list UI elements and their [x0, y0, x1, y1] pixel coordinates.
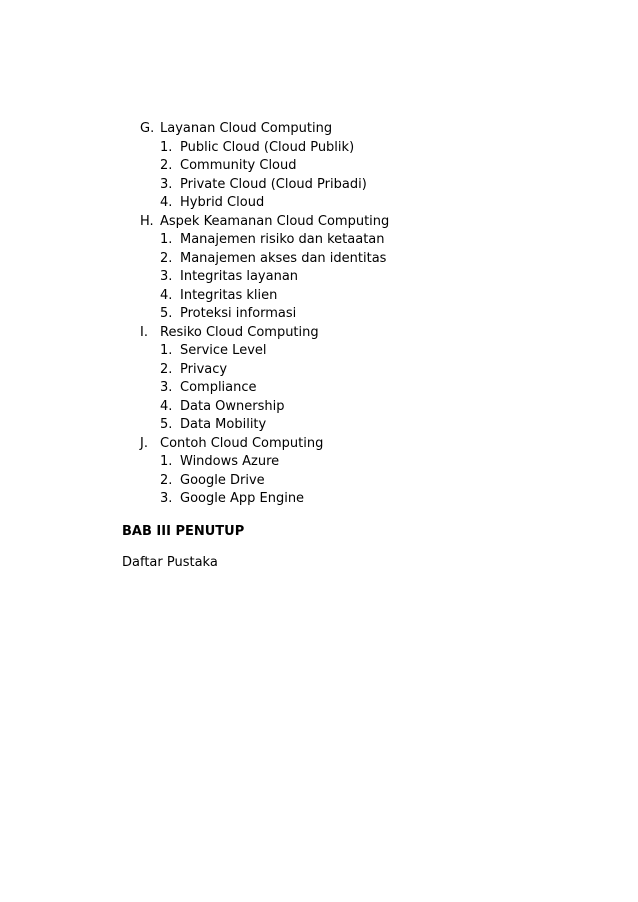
section-title: Layanan Cloud Computing: [160, 121, 333, 136]
item-number: 2.: [160, 472, 173, 488]
toc-item: [0, 250, 638, 269]
item-title: Community Cloud: [180, 158, 297, 173]
item-title: Integritas layanan: [180, 269, 299, 284]
toc-section: [0, 120, 638, 139]
toc-item: [0, 379, 638, 398]
item-number: 1.: [160, 139, 173, 155]
section-letter: G.: [140, 121, 155, 136]
item-number: 4.: [160, 398, 173, 414]
item-number: 1.: [160, 232, 173, 247]
toc-item: [0, 176, 638, 195]
toc-item: [0, 490, 638, 509]
item-number: 3.: [160, 269, 173, 284]
item-number: 3.: [160, 380, 173, 395]
item-number: 4.: [160, 287, 173, 303]
toc-item: [0, 305, 638, 324]
item-number: 1.: [160, 343, 173, 358]
toc-item: [0, 416, 638, 435]
toc-item: [0, 287, 638, 306]
item-title: Data Ownership: [180, 398, 285, 414]
item-number: 3.: [160, 176, 173, 192]
item-number: 2.: [160, 361, 173, 377]
item-title: Private Cloud (Cloud Pribadi): [180, 176, 367, 192]
toc-item: [0, 194, 638, 213]
item-number: 5.: [160, 306, 173, 321]
toc-section: [0, 435, 638, 454]
toc-item: [0, 453, 638, 472]
section-title: Contoh Cloud Computing: [160, 435, 324, 451]
item-title: Compliance: [180, 380, 257, 395]
toc-section: [0, 324, 638, 343]
item-title: Service Level: [180, 343, 267, 358]
section-letter: J.: [140, 435, 148, 451]
bibliography-entry: Daftar Pustaka: [122, 555, 218, 570]
item-title: Manajemen risiko dan ketaatan: [180, 232, 385, 247]
item-number: 5.: [160, 417, 173, 432]
item-number: 2.: [160, 250, 173, 266]
item-number: 1.: [160, 454, 173, 469]
section-letter: I.: [140, 324, 148, 340]
item-title: Google Drive: [180, 472, 265, 488]
toc-section: [0, 213, 638, 232]
item-number: 4.: [160, 195, 173, 210]
toc-item: [0, 398, 638, 417]
item-title: Data Mobility: [180, 417, 267, 432]
item-title: Proteksi informasi: [180, 306, 297, 321]
toc-item: [0, 472, 638, 491]
item-title: Integritas klien: [180, 287, 278, 303]
section-title: Aspek Keamanan Cloud Computing: [160, 213, 390, 229]
item-title: Hybrid Cloud: [180, 195, 265, 210]
toc-item: [0, 157, 638, 176]
section-letter: H.: [140, 213, 154, 229]
section-title: Resiko Cloud Computing: [160, 324, 319, 340]
item-title: Privacy: [180, 361, 228, 377]
chapter-heading: BAB III PENUTUP: [122, 524, 245, 539]
item-number: 2.: [160, 158, 173, 173]
item-title: Manajemen akses dan identitas: [180, 250, 387, 266]
item-title: Google App Engine: [180, 491, 305, 506]
toc-item: [0, 342, 638, 361]
item-number: 3.: [160, 491, 173, 506]
item-title: Public Cloud (Cloud Publik): [180, 139, 355, 155]
table-of-contents: [0, 120, 638, 509]
item-title: Windows Azure: [180, 454, 280, 469]
toc-item: [0, 268, 638, 287]
toc-item: [0, 361, 638, 380]
toc-item: [0, 231, 638, 250]
toc-item: [0, 139, 638, 158]
